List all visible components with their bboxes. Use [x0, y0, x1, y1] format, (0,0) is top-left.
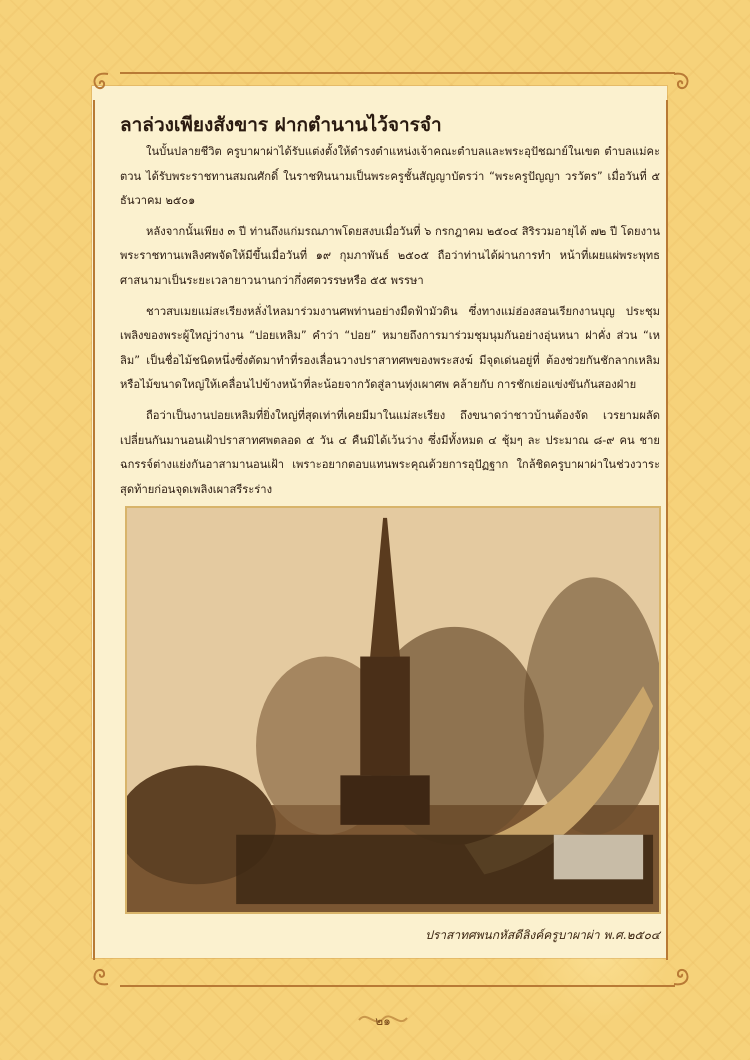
frame-right-rule: [666, 100, 668, 960]
frame-top-rule: [120, 72, 675, 74]
frame-bottom-rule: [120, 985, 675, 987]
corner-curl-icon: [670, 70, 692, 92]
funeral-pyre-photo: [125, 506, 661, 914]
section-heading: ลาล่วงเพียงสังขาร ฝากตำนานไว้จารจำ: [120, 114, 442, 136]
corner-curl-icon: [90, 966, 112, 988]
page-number: ๒๑: [375, 1014, 391, 1028]
paragraph: หลังจากนั้นเพียง ๓ ปี ท่านถึงแก่มรณภาพโดยสงบเมื่อวันที่ ๖ กรกฎาคม ๒๕๐๔ สิริรวมอายุได้ ๗๒ ปี โดยงานพระราชทานเพลิงศพจัดให้มีขึ้นเมื่อวันที่ ๑๙ กุมภาพันธ์ ๒๕๐๕ ถือว่าท่านได้ผ่านการทำ หน้าที่เผยแผ่พระพุทธศาสนามาเป็นระยะเวลายาวนานกว่ากึ่งศตวรรษหรือ ๕๕ พรรษา: [120, 224, 660, 287]
corner-curl-icon: [670, 966, 692, 988]
paragraph: ในบั้นปลายชีวิต ครูบาผาผ่าได้รับแต่งตั้งให้ดำรงตำแหน่งเจ้าคณะตำบลและพระอุปัชฌาย์ในเขต ตำบลแม่คะตวน ได้รับพระราชทานสมณศักดิ์ ในราชทินนามเป็นพระครูชั้นสัญญาบัตรว่า “พระครูปัญญา วรวัตร” เมื่อวันที่ ๕ ธันวาคม ๒๕๐๑: [120, 145, 660, 208]
photo-caption: ปราสาทศพนกหัสดีลิงค์ครูบาผาผ่า พ.ศ.๒๕๐๔: [425, 928, 660, 942]
article-body: [120, 140, 660, 508]
frame-left-rule: [93, 100, 95, 960]
paragraph: ถือว่าเป็นงานปอยเหลิมที่ยิ่งใหญ่ที่สุดเท่าที่เคยมีมาในแม่สะเรียง ถึงขนาดว่าชาวบ้านต้องจัด เวรยามผลัดเปลี่ยนกันมานอนเฝ้าปราสาทศพตลอด ๕ วัน ๔ คืนมิได้เว้นว่าง ซึ่งมีทั้งหมด ๔ ชุ้มๆ ละ ประมาณ ๘-๙ คน ชายฉกรรจ์ต่างแย่งกันอาสามานอนเฝ้า เพราะอยากตอบแทนพระคุณด้วยการอุปัฏฐาก ใกล้ชิดครูบาผาผ่าในช่วงวาระสุดท้ายก่อนจุดเพลิงเผาสรีระร่าง: [120, 408, 660, 496]
corner-curl-icon: [90, 70, 112, 92]
paragraph: ชาวสบเมยแม่สะเรียงหลั่งไหลมาร่วมงานศพท่านอย่างมืดฟ้ามัวดิน ซึ่งทางแม่ฮ่องสอนเรียกงานบุญ ประชุมเพลิงของพระผู้ใหญ่ว่างาน “ปอยเหลิม” คำว่า “ปอย” หมายถึงการมาร่วมชุมนุมกันอย่างอุ่นหนา ฝาคั่ง ส่วน “เหลิม” เป็นชื่อไม้ชนิดหนึ่งซึ่งตัดมาทำที่รองเลื่อนวางปราสาทศพของพระสงฆ์ มีจุดเด่นอยู่ที่ ต้องช่วยกันชักลากเหลิมหรือไม้ขนาดใหญ่ให้เคลื่อนไปข้างหน้าที่ละน้อยจากวัดสู่ลานทุ่งเผาศพ คล้ายกับ การชักเย่อแข่งขันกันสองฝ่าย: [120, 304, 660, 392]
